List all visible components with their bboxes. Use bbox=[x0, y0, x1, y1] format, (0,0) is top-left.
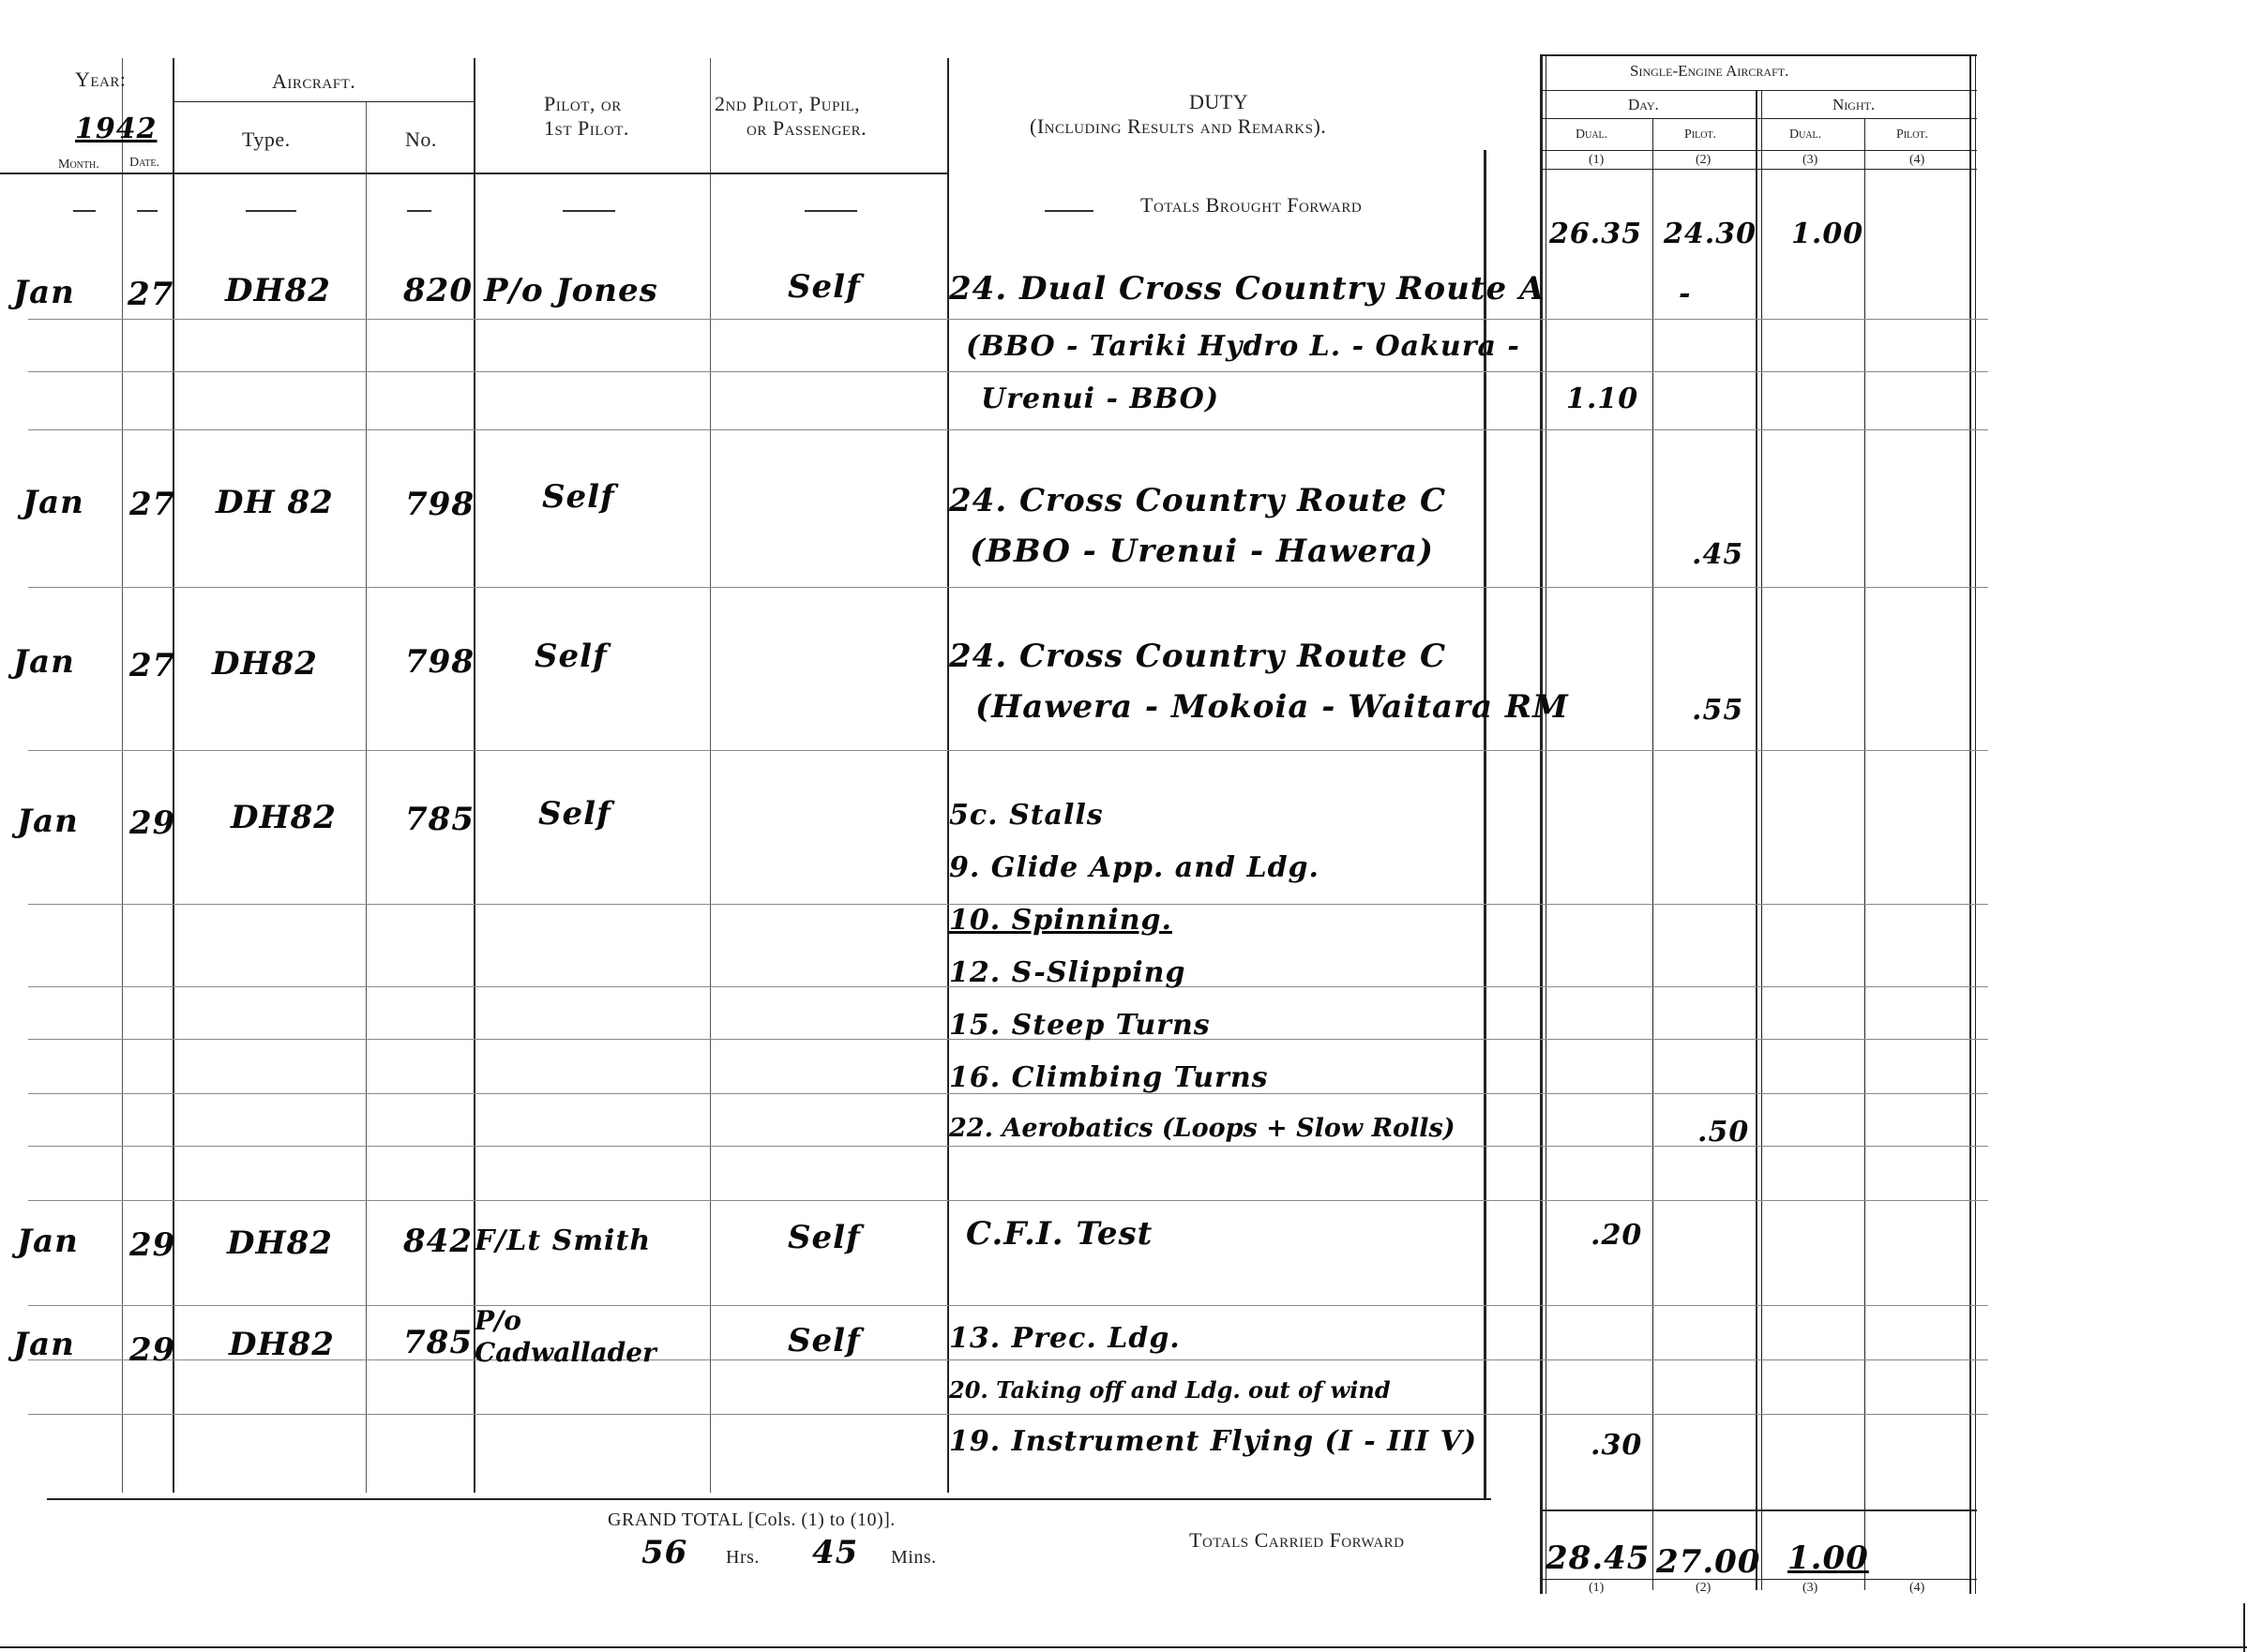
duty-label: DUTY bbox=[1189, 90, 1249, 113]
no-label: No. bbox=[405, 128, 437, 151]
carried-night-dual: 1.00 bbox=[1787, 1539, 1869, 1577]
entry-duty: 24. Cross Country Route C bbox=[949, 638, 1447, 675]
year-value: 1942 bbox=[75, 113, 158, 145]
type-label: Type. bbox=[242, 128, 291, 151]
entry-no: 785 bbox=[403, 1324, 473, 1361]
header-rule bbox=[0, 173, 947, 174]
row-rule bbox=[28, 1305, 1988, 1306]
entry-duty: Urenui - BBO) bbox=[981, 383, 1220, 415]
header-rule bbox=[1540, 118, 1977, 119]
forward-dash bbox=[246, 210, 296, 212]
entry-date: 29 bbox=[129, 1226, 176, 1264]
entry-month: Jan bbox=[13, 1326, 75, 1363]
entry-type: DH82 bbox=[229, 1326, 335, 1363]
entry-duty: (BBO - Tariki Hydro L. - Oakura - bbox=[966, 330, 1520, 363]
carried-forward-label: Totals Carried Forward bbox=[1189, 1528, 1405, 1552]
month-label: Month. bbox=[58, 158, 99, 172]
entry-no: 785 bbox=[405, 801, 475, 838]
entry-no: 820 bbox=[403, 272, 473, 309]
night-pilot-label: Pilot. bbox=[1896, 128, 1929, 142]
day-pilot-label: Pilot. bbox=[1684, 128, 1717, 142]
col-number: (2) bbox=[1696, 1581, 1712, 1595]
entry-duty: 9. Glide App. and Ldg. bbox=[949, 851, 1320, 884]
entry-second: Self bbox=[788, 1219, 861, 1256]
entry-day-dual: .20 bbox=[1591, 1219, 1643, 1252]
header-rule bbox=[1540, 54, 1977, 56]
entry-duty: 24. Cross Country Route C bbox=[949, 482, 1447, 519]
entry-day-dual: 1.10 bbox=[1566, 383, 1639, 415]
date-label: Date. bbox=[129, 156, 159, 170]
entry-no: 842 bbox=[403, 1223, 473, 1260]
night-dual-label: Dual. bbox=[1789, 128, 1822, 142]
aircraft-label: Aircraft. bbox=[272, 69, 356, 93]
entry-pilot: Self bbox=[542, 478, 615, 516]
entry-no: 798 bbox=[405, 643, 475, 681]
col-divider bbox=[1756, 90, 1757, 1590]
col-divider bbox=[122, 58, 123, 1493]
forward-dash bbox=[73, 210, 96, 212]
entry-month: Jan bbox=[17, 803, 79, 840]
entry-month: Jan bbox=[13, 643, 75, 681]
entry-second: Self bbox=[788, 1322, 861, 1359]
entry-type: DH82 bbox=[225, 272, 331, 309]
entry-duty: 19. Instrument Flying (I - III V) bbox=[949, 1425, 1478, 1458]
entry-day-pilot: .45 bbox=[1692, 538, 1744, 571]
entry-duty: 24. Dual Cross Country Route A bbox=[949, 270, 1546, 308]
entry-month: Jan bbox=[23, 484, 84, 521]
carried-day-dual: 28.45 bbox=[1546, 1539, 1651, 1577]
header-rule bbox=[1540, 90, 1977, 91]
col-number: (4) bbox=[1909, 1581, 1925, 1595]
entry-no: 798 bbox=[405, 486, 475, 523]
forward-day-pilot: 24.30 bbox=[1664, 218, 1757, 250]
year-label: Year: bbox=[75, 68, 127, 91]
grand-total-minutes: 45 bbox=[812, 1534, 859, 1571]
entry-date: 29 bbox=[129, 804, 176, 842]
col-divider bbox=[1969, 56, 1971, 1594]
duty-label: (Including Results and Remarks). bbox=[1030, 114, 1327, 138]
single-engine-label: Single-Engine Aircraft. bbox=[1630, 62, 1789, 80]
totals-rule bbox=[1540, 1509, 1977, 1511]
entry-day-pilot: .55 bbox=[1692, 694, 1744, 727]
entry-type: DH82 bbox=[231, 799, 337, 836]
entry-type: DH 82 bbox=[216, 484, 334, 521]
col-divider bbox=[173, 58, 174, 1493]
col-number: (3) bbox=[1802, 153, 1818, 167]
second-pilot-label: 2nd Pilot, Pupil, bbox=[715, 92, 861, 115]
col-number: (1) bbox=[1589, 1581, 1605, 1595]
entry-date: 27 bbox=[128, 276, 174, 313]
forward-night-dual: 1.00 bbox=[1791, 218, 1864, 250]
entry-second: Self bbox=[788, 268, 861, 306]
grand-total-rule bbox=[47, 1498, 1491, 1500]
entry-pilot: Self bbox=[535, 638, 608, 675]
col-number: (1) bbox=[1589, 153, 1605, 167]
entry-pilot: F/Lt Smith bbox=[475, 1224, 652, 1257]
entry-date: 29 bbox=[129, 1331, 176, 1369]
entry-month: Jan bbox=[13, 274, 75, 311]
col-divider bbox=[366, 101, 367, 1493]
day-dual-label: Dual. bbox=[1576, 128, 1608, 142]
entry-duty: 5c. Stalls bbox=[949, 799, 1104, 832]
entry-duty: 20. Taking off and Ldg. out of wind bbox=[949, 1376, 1391, 1404]
grand-total-hours: 56 bbox=[641, 1534, 688, 1571]
entry-type: DH82 bbox=[227, 1224, 333, 1262]
entry-date: 27 bbox=[129, 647, 176, 684]
entry-duty: 13. Prec. Ldg. bbox=[949, 1322, 1181, 1355]
forward-dash bbox=[137, 210, 158, 212]
entry-type: DH82 bbox=[212, 645, 318, 683]
header-rule bbox=[173, 101, 475, 102]
forward-dash bbox=[805, 210, 857, 212]
page-bottom-rule bbox=[0, 1646, 2247, 1648]
entry-duty: 15. Steep Turns bbox=[949, 1009, 1211, 1042]
row-rule bbox=[28, 1200, 1988, 1201]
col-number: (3) bbox=[1802, 1581, 1818, 1595]
grand-total-label: GRAND TOTAL [Cols. (1) to (10)]. bbox=[608, 1509, 896, 1530]
entry-day-pilot: .50 bbox=[1697, 1116, 1750, 1149]
page-edge bbox=[2243, 1603, 2245, 1652]
hrs-label: Hrs. bbox=[726, 1547, 760, 1568]
forward-dash bbox=[407, 210, 431, 212]
pilot-label: 1st Pilot. bbox=[544, 116, 629, 140]
entry-duty: 10. Spinning. bbox=[949, 904, 1172, 937]
night-label: Night. bbox=[1832, 96, 1876, 113]
brought-forward-label: Totals Brought Forward bbox=[1140, 193, 1363, 217]
col-divider bbox=[1761, 90, 1762, 1590]
second-pilot-label: or Passenger. bbox=[746, 116, 867, 140]
entry-day-pilot: - bbox=[1679, 278, 1692, 310]
col-divider bbox=[474, 58, 475, 1493]
entry-duty: 22. Aerobatics (Loops + Slow Rolls) bbox=[949, 1114, 1455, 1143]
entry-pilot: P/o Cadwallader bbox=[475, 1305, 656, 1368]
col-number: (2) bbox=[1696, 153, 1712, 167]
col-divider bbox=[1652, 118, 1653, 1590]
forward-dash bbox=[563, 210, 615, 212]
row-rule bbox=[28, 319, 1988, 320]
forward-dash bbox=[1045, 210, 1093, 212]
entry-date: 27 bbox=[129, 486, 176, 523]
entry-pilot: Self bbox=[538, 795, 611, 833]
col-divider bbox=[1975, 56, 1976, 1594]
col-number: (4) bbox=[1909, 153, 1925, 167]
row-rule bbox=[28, 429, 1988, 430]
row-rule bbox=[28, 371, 1988, 372]
day-label: Day. bbox=[1628, 96, 1659, 113]
entry-duty: (BBO - Urenui - Hawera) bbox=[970, 533, 1435, 570]
col-divider bbox=[710, 58, 711, 1493]
entry-pilot: P/o Jones bbox=[484, 272, 658, 309]
entry-duty: (Hawera - Mokoia - Waitara RM bbox=[975, 688, 1569, 726]
row-rule bbox=[28, 587, 1988, 588]
entry-duty: 16. Climbing Turns bbox=[949, 1061, 1269, 1094]
row-rule bbox=[28, 750, 1988, 751]
forward-day-dual: 26.35 bbox=[1549, 218, 1642, 250]
row-rule bbox=[28, 1414, 1988, 1415]
col-divider bbox=[1864, 118, 1865, 1590]
pilot-label: Pilot, or bbox=[544, 92, 622, 115]
entry-duty: C.F.I. Test bbox=[966, 1215, 1154, 1253]
entry-day-dual: .30 bbox=[1591, 1429, 1643, 1462]
carried-day-pilot: 27.00 bbox=[1656, 1543, 1761, 1581]
header-rule bbox=[1540, 169, 1977, 170]
mins-label: Mins. bbox=[891, 1547, 937, 1568]
entry-month: Jan bbox=[17, 1223, 79, 1260]
entry-duty: 12. S-Slipping bbox=[949, 956, 1186, 989]
row-rule bbox=[28, 1146, 1988, 1147]
header-rule bbox=[1540, 150, 1977, 151]
